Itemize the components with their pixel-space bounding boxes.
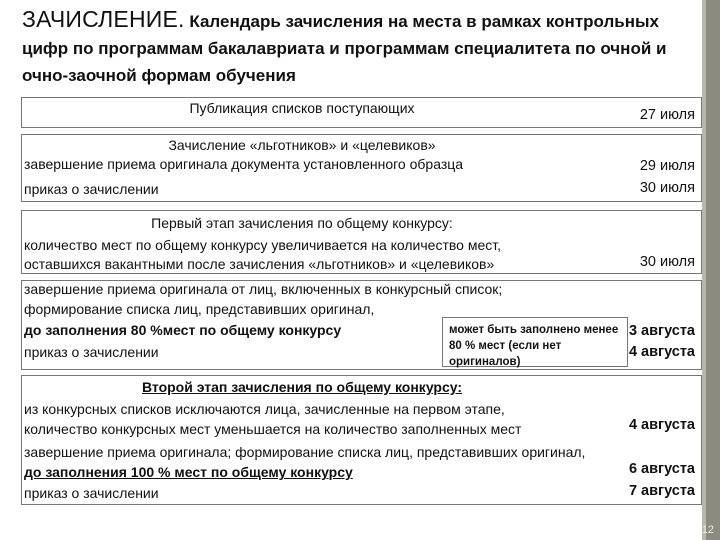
privileged-line-1: завершение приема оригинала документа установленного образца [24,156,464,172]
stage2-date-3: 7 августа [628,483,695,499]
stage1-line-1: количество мест по общему конкурсу увеличивается на количество мест, [24,237,501,253]
slide-title [22,6,702,90]
stage1b-line-2: формирование списка лиц, представивших оригинал, [24,301,375,317]
stage1-line-2: оставшихся вакантными после зачисления «льготников» и «целевиков» [24,256,495,272]
stage2-heading: Второй этап зачисления по общему конкурсу: [141,379,463,395]
stage1-date: 30 июля [639,254,695,270]
stage1-heading: Первый этап зачисления по общему конкурсу: [151,215,453,231]
privileged-block [21,134,702,202]
publication-label: Публикация списков поступающих [189,100,415,116]
stage2-line-1: из конкурсных списков исключаются лица, зачисленные на первом этапе, [24,401,505,417]
title-text: Календарь зачисления на места в рамках контрольных цифр по программам бакалавриата и программам специалитета по очной и очно-заочной формам обучения [22,12,667,85]
title-prefix: ЗАЧИСЛЕНИЕ. [22,6,185,32]
stage2-line-4: до заполнения 100 % мест по общему конкурсу [24,464,353,480]
stage1b-line-4: приказ о зачислении [24,344,159,360]
sidebar-accent-stripe [702,0,706,540]
stage2-block [21,375,702,505]
stage1b-date-2: 4 августа [628,344,695,360]
privileged-line-2: приказ о зачислении [24,181,159,197]
privileged-heading: Зачисление «льготников» и «целевиков» [168,137,436,153]
stage1b-block [21,280,702,370]
stage2-line-3: завершение приема оригинала; формирование списка лиц, представивших оригинал, [24,444,586,460]
stage1-block [21,210,702,274]
privileged-date-2: 30 июля [639,180,695,196]
stage2-line-2: количество конкурсных мест уменьшается на количество заполненных мест [24,421,522,437]
stage1b-date-1: 3 августа [628,323,695,339]
stage2-date-1: 4 августа [628,417,695,433]
publication-block [21,97,702,128]
publication-date: 27 июля [639,107,695,123]
stage1b-note-box: может быть заполнено менее 80 % мест (если нет оригиналов) [442,317,628,367]
stage2-line-5: приказ о зачислении [24,485,159,501]
stage1b-line-3: до заполнения 80 %мест по общему конкурсу [24,322,342,338]
page-number: 12 [701,524,714,536]
privileged-date-1: 29 июля [639,158,695,174]
right-sidebar-bar [702,0,720,540]
stage2-date-2: 6 августа [628,461,695,477]
stage1b-line-1: завершение приема оригинала от лиц, включенных в конкурсный список; [24,281,503,297]
